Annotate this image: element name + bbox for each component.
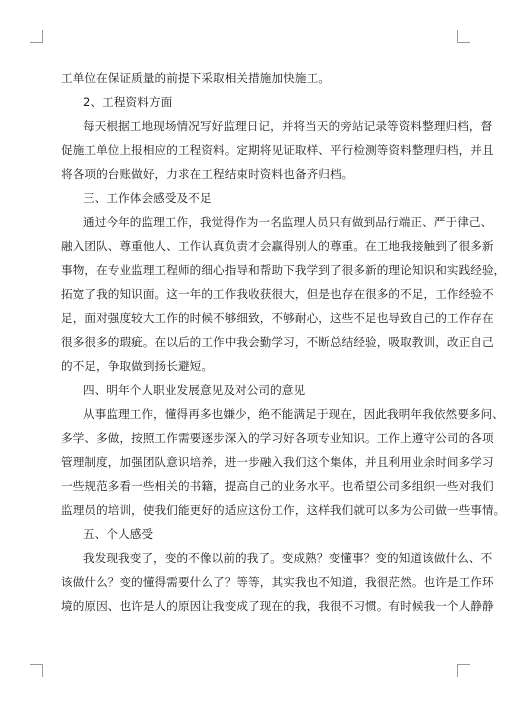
crop-mark-bottom-left	[30, 664, 43, 677]
text-line: 融入团队、尊重他人、工作认真负责才会赢得别人的尊重。在工地我接触到了很多新	[61, 239, 494, 253]
section-heading-engineering-documents: 2、工程资料方面	[83, 95, 173, 109]
text-line: 很多很多的瑕疵。在以后的工作中我会勤学习，不断总结经验，吸取教训，改正自己	[61, 335, 494, 349]
text-line: 从事监理工作，懂得再多也嫌少，绝不能满足于现在，因此我明年我依然要多问、	[83, 407, 504, 421]
section-heading-personal-feelings: 五、个人感受	[83, 527, 154, 541]
text-line: 拓宽了我的知识面。这一年的工作我收获很大，但是也存在很多的不足，工作经验不	[61, 287, 494, 301]
text-line: 的不足，争取做到扬长避短。	[61, 359, 214, 373]
text-line: 一些规范多看一些相关的书籍，提高自己的业务水平。也希望公司多组织一些对我们	[61, 479, 494, 493]
text-line: 事物，在专业监理工程师的细心指导和帮助下我学到了很多新的理论知识和实践经验，	[61, 263, 505, 277]
text-line: 将各项的台账做好，力求在工程结束时资料也备齐归档。	[61, 167, 354, 181]
text-line: 足，面对强度较大工作的时候不够细致，不够耐心，这些不足也导致自己的工作存在	[61, 311, 494, 325]
text-line: 该做什么？变的懂得需要什么了？等等，其实我也不知道，我很茫然。也许是工作环	[61, 575, 494, 589]
section-heading-experience-and-shortcomings: 三、工作体会感受及不足	[83, 191, 212, 205]
text-line: 促施工单位上报相应的工程资料。定期将见证取样、平行检测等资料整理归档，并且	[61, 143, 494, 157]
text-line: 多学、多做，按照工作需要逐步深入的学习好各项专业知识。工作上遵守公司的各项	[61, 431, 494, 445]
text-line: 管理制度，加强团队意识培养，进一步融入我们这个集体，并且利用业余时间多学习	[61, 455, 494, 469]
text-line: 每天根据工地现场情况写好监理日记，并将当天的旁站记录等资料整理归档，督	[83, 119, 493, 133]
crop-mark-top-left	[30, 30, 43, 43]
section-heading-career-development: 四、明年个人职业发展意见及对公司的意见	[83, 383, 306, 397]
text-line: 我发现我变了，变的不像以前的我了。变成熟？变懂事？变的知道该做什么、不	[83, 551, 493, 565]
document-body	[61, 66, 505, 618]
crop-mark-top-right	[457, 30, 470, 43]
text-line: 工单位在保证质量的前提下采取相关措施加快施工。	[61, 71, 330, 85]
crop-mark-bottom-right	[457, 664, 470, 677]
text-line: 监理员的培训，使我们能更好的适应这份工作，这样我们就可以多为公司做一些事情。	[61, 503, 505, 517]
text-line: 境的原因、也许是人的原因让我变成了现在的我，我很不习惯。有时候我一个人静静	[61, 599, 494, 613]
text-line: 通过今年的监理工作，我觉得作为一名监理人员只有做到品行端正、严于律己、	[83, 215, 493, 229]
